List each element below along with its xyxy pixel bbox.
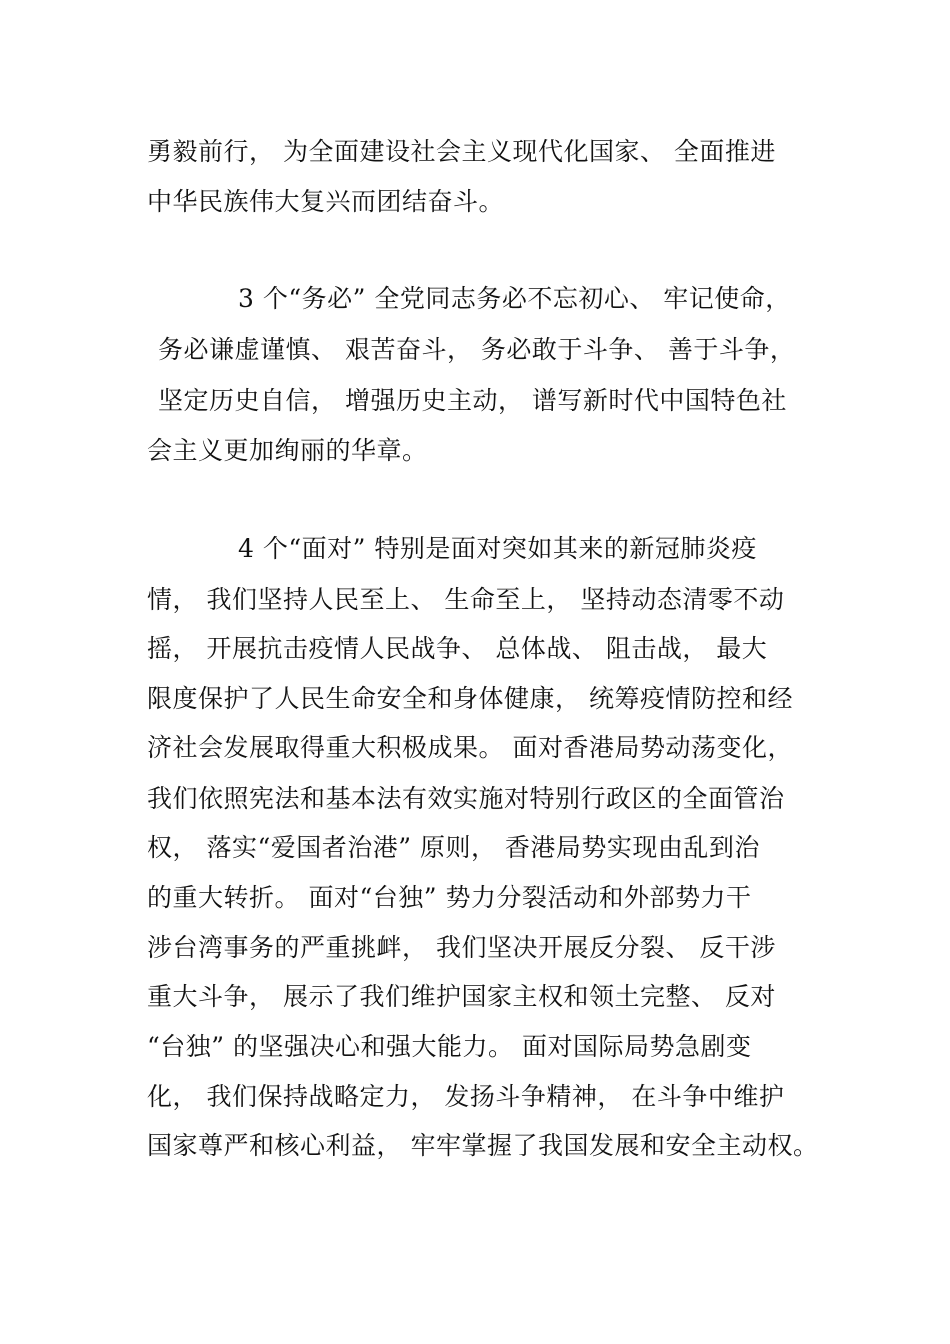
- text-line: 务必谦虚谨慎、 艰苦奋斗， 务必敢于斗争、 善于斗争，: [158, 335, 796, 364]
- text-line: 国家尊严和核心利益， 牢牢掌握了我国发展和安全主动权。: [147, 1131, 819, 1160]
- text-line: 限度保护了人民生命安全和身体健康， 统筹疫情防控和经: [147, 684, 793, 713]
- text-line: 权， 落实“爱国者治港” 原则， 香港局势实现由乱到治: [147, 833, 760, 862]
- text-line: 我们依照宪法和基本法有效实施对特别行政区的全面管治: [147, 784, 785, 813]
- text-line: 中华民族伟大复兴而团结奋斗。: [147, 187, 505, 216]
- text-line: 坚定历史自信， 增强历史主动， 谱写新时代中国特色社: [158, 386, 787, 415]
- text-line: 4 个“面对” 特别是面对突如其来的新冠肺炎疫: [238, 534, 757, 563]
- text-line: 涉台湾事务的严重挑衅， 我们坚决开展反分裂、 反干涉: [147, 933, 776, 962]
- text-line: 重大斗争， 展示了我们维护国家主权和领土完整、 反对: [147, 982, 776, 1011]
- text-line: “台独” 的坚强决心和强大能力。 面对国际局势急剧变: [147, 1032, 752, 1061]
- text-line: 3 个“务必” 全党同志务必不忘初心、 牢记使命，: [238, 284, 791, 313]
- text-line: 化， 我们保持战略定力， 发扬斗争精神， 在斗争中维护: [147, 1082, 785, 1111]
- text-line: 济社会发展取得重大积极成果。 面对香港局势动荡变化，: [147, 733, 793, 762]
- text-line: 的重大转折。 面对“台独” 势力分裂活动和外部势力干: [147, 883, 752, 912]
- text-line: 勇毅前行， 为全面建设社会主义现代化国家、 全面推进: [147, 137, 776, 166]
- text-line: 摇， 开展抗击疫情人民战争、 总体战、 阻击战， 最大: [147, 634, 768, 663]
- text-line: 情， 我们坚持人民至上、 生命至上， 坚持动态清零不动: [147, 585, 785, 614]
- text-line: 会主义更加绚丽的华章。: [147, 436, 428, 465]
